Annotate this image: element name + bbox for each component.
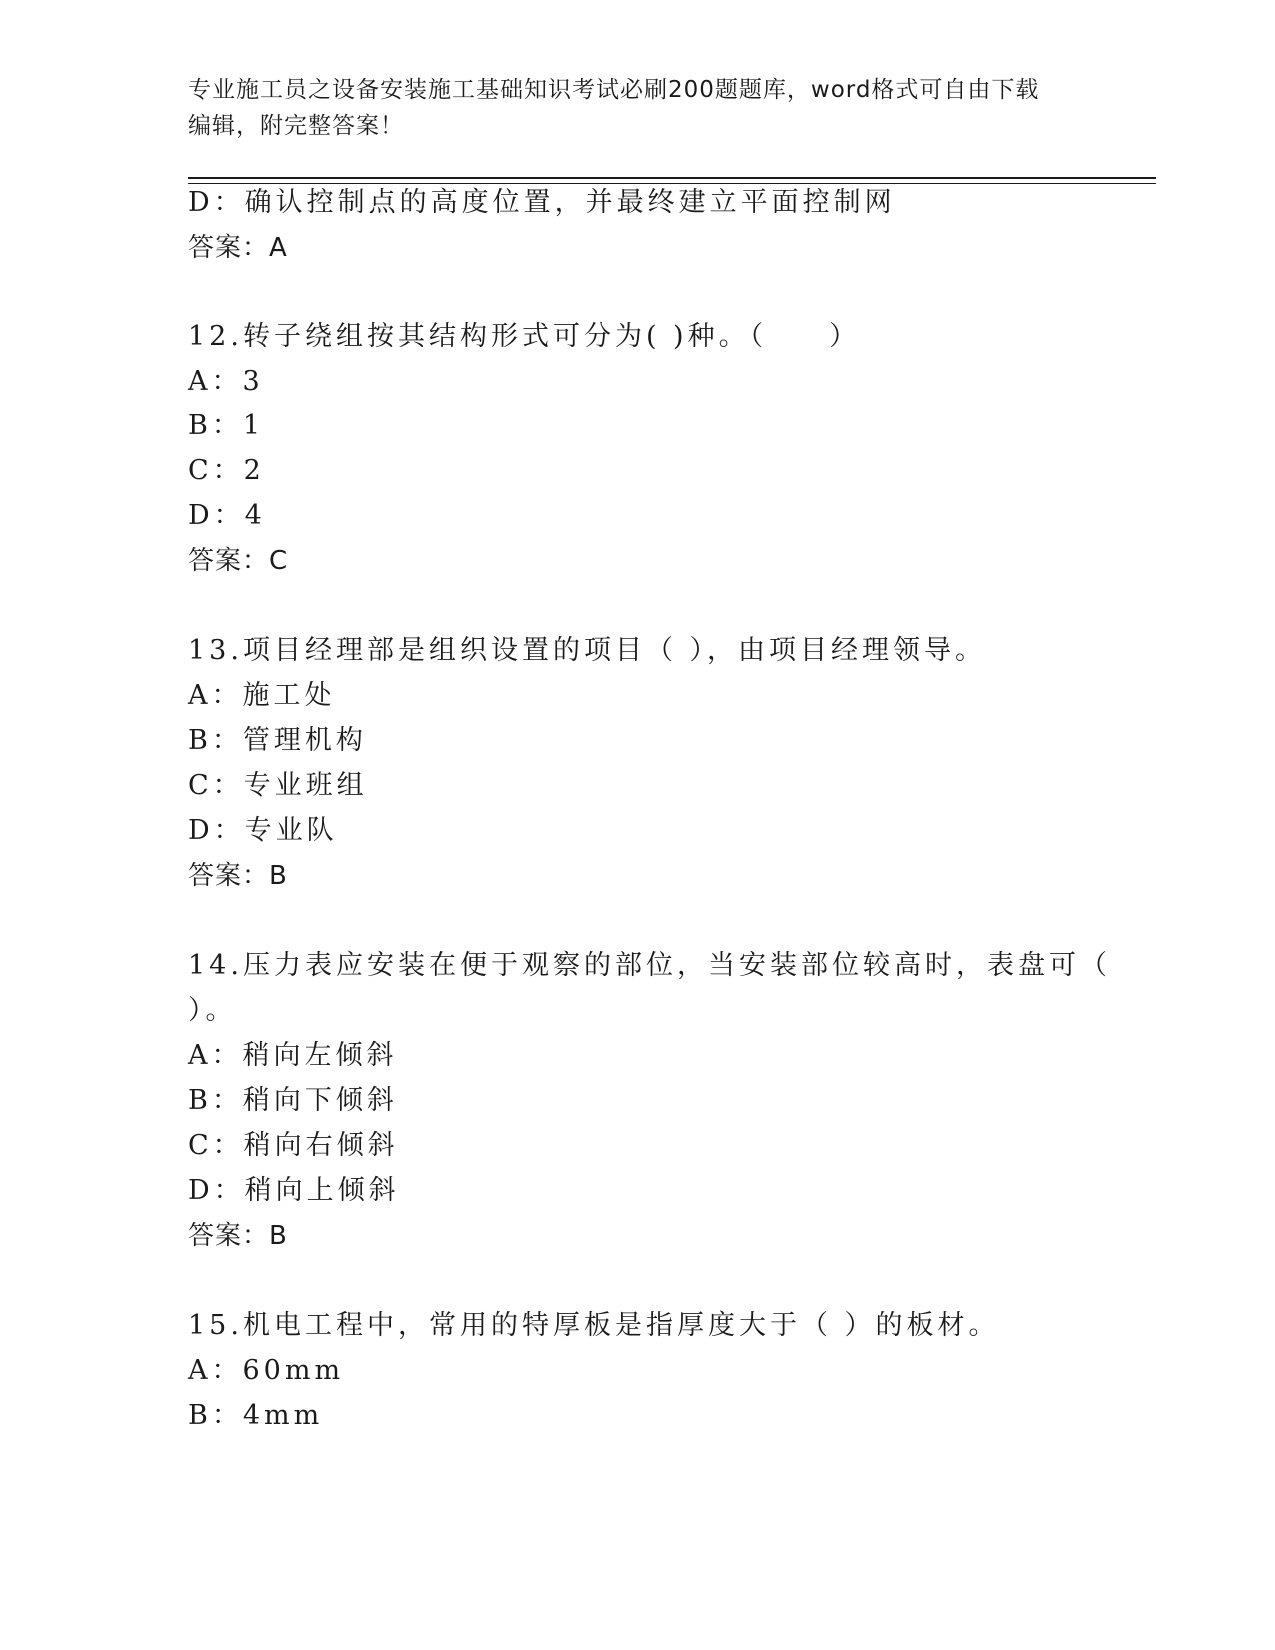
q13-stem: 13.项目经理部是组织设置的项目（ ），由项目经理领导。 [188,635,987,666]
q14-option-c: C：稍向右倾斜 [188,1130,399,1161]
q14-stem-line-2: ）。 [188,995,237,1026]
q13-option-c: C：专业班组 [188,770,368,801]
q14-stem-line-1: 14.压力表应安装在便于观察的部位，当安装部位较高时，表盘可（ [188,950,1111,981]
header-line-1: 专业施工员之设备安装施工基础知识考试必刷200题题库，word格式可自由下载 [188,77,1040,103]
q14-option-a: A：稍向左倾斜 [188,1040,398,1071]
q11-answer: 答案：A [188,233,288,263]
q12-option-a: A：3 [188,366,264,397]
q12-answer: 答案：C [188,546,289,576]
header-divider-thin [188,183,1156,184]
q12-stem: 12.转子绕组按其结构形式可分为( )种。（ ） [188,321,861,352]
q14-option-b: B：稍向下倾斜 [188,1085,398,1116]
q13-option-d: D：专业队 [188,815,338,846]
q14-answer: 答案：B [188,1221,288,1251]
q15-option-a: A：60mm [188,1355,345,1386]
q12-option-b: B：1 [188,410,265,441]
q13-option-b: B：管理机构 [188,725,367,756]
q13-option-a: A：施工处 [188,680,336,711]
q12-option-d: D：4 [188,500,266,531]
q15-option-b: B：4mm [188,1400,324,1431]
document-header [188,72,1088,144]
q15-stem: 15.机电工程中，常用的特厚板是指厚度大于（ ）的板材。 [188,1310,1000,1341]
q14-option-d: D：稍向上倾斜 [188,1175,400,1206]
q13-answer: 答案：B [188,861,288,891]
q11-option-d: D：确认控制点的高度位置，并最终建立平面控制网 [188,187,896,218]
q12-option-c: C：2 [188,455,265,486]
header-divider-thick [188,177,1156,179]
header-line-2: 编辑，附完整答案！ [188,113,404,139]
